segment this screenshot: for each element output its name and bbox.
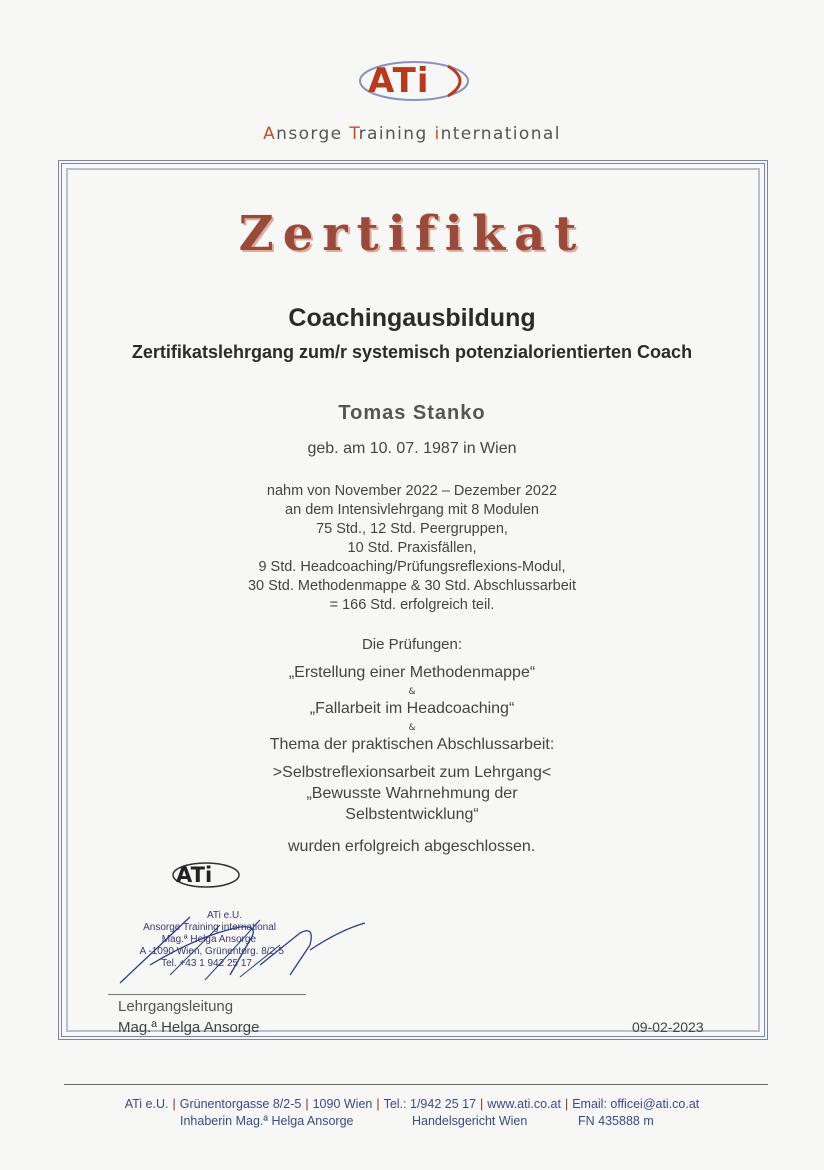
- signature-line: [108, 994, 306, 995]
- detail-line: 75 Std., 12 Std. Peergruppen,: [316, 521, 508, 537]
- detail-line: = 166 Std. erfolgreich teil.: [329, 597, 495, 613]
- footer-separator: |: [305, 1097, 309, 1111]
- detail-line: 9 Std. Headcoaching/Prüfungsreflexions-Modul,: [258, 559, 566, 575]
- exams-heading: Die Prüfungen:: [361, 636, 463, 653]
- footer-city: 1090 Wien: [312, 1097, 373, 1111]
- participant-birth: geb. am 10. 07. 1987 in Wien: [307, 440, 517, 457]
- footer-owner: Inhaberin Mag.ª Helga Ansorge: [180, 1114, 354, 1128]
- stamp-line: A -1090 Wien, Grünentorg. 8/2-5: [139, 946, 284, 957]
- handwritten-signature: [110, 905, 380, 990]
- detail-line: an dem Intensivlehrgang mit 8 Modulen: [285, 502, 539, 518]
- thesis-line: „Bewusste Wahrnehmung der: [306, 785, 518, 802]
- exam-2: „Fallarbeit im Headcoaching“: [309, 700, 515, 717]
- course-title: Coachingausbildung: [288, 304, 536, 332]
- footer-separator: |: [172, 1097, 176, 1111]
- footer-divider: [64, 1084, 768, 1085]
- footer-registry: FN 435888 m: [578, 1114, 654, 1128]
- thesis-topic: [0, 762, 824, 825]
- footer-separator: |: [564, 1097, 569, 1111]
- tagline-part: i: [434, 124, 441, 144]
- course-details: [0, 482, 824, 615]
- ati-stamp-logo: [170, 860, 242, 890]
- footer-email: Email: officei@ati.co.at: [572, 1097, 700, 1111]
- tagline-part: A: [263, 124, 277, 144]
- tagline: [0, 124, 824, 144]
- signatory-name: Mag.ª Helga Ansorge: [118, 1019, 260, 1036]
- footer-company: ATi e.U.: [124, 1097, 169, 1111]
- tagline-part: T: [349, 124, 359, 144]
- footer-separator: |: [376, 1097, 380, 1111]
- tagline-part: nternational: [440, 124, 561, 144]
- footer-website: www.ati.co.at: [487, 1097, 561, 1111]
- tagline-part: nsorge: [276, 124, 350, 144]
- exam-separator: &: [408, 723, 416, 733]
- footer-contact: [0, 1097, 824, 1111]
- stamp-line: ATi e.U.: [206, 910, 242, 921]
- ati-logo: [352, 58, 472, 104]
- stamp-line: Ansorge Training international: [143, 922, 276, 933]
- detail-line: 10 Std. Praxisfällen,: [347, 540, 477, 556]
- course-subtitle: Zertifikatslehrgang zum/r systemisch potenzialorientierten Coach: [131, 342, 693, 362]
- stamp-line: Mag.ª Helga Ansorge: [161, 934, 256, 945]
- thesis-label: Thema der praktischen Abschlussarbeit:: [269, 736, 555, 753]
- participant-name: Tomas Stanko: [338, 402, 486, 424]
- footer-street: Grünentorgasse 8/2-5: [179, 1097, 302, 1111]
- footer-separator: |: [480, 1097, 484, 1111]
- stamp-line: Tel. +43 1 942 25 17: [161, 958, 252, 969]
- thesis-line: >Selbstreflexionsarbeit zum Lehrgang<: [272, 764, 552, 781]
- issue-date: 09-02-2023: [632, 1019, 704, 1035]
- tagline-part: raining: [358, 124, 435, 144]
- footer-phone: Tel.: 1/942 25 17: [383, 1097, 477, 1111]
- detail-line: 30 Std. Methodenmappe & 30 Std. Abschlussarbeit: [247, 578, 577, 594]
- detail-line: nahm von November 2022 – Dezember 2022: [266, 483, 558, 499]
- certificate-title: Zertifikat: [238, 206, 586, 262]
- footer-court: Handelsgericht Wien: [412, 1114, 528, 1128]
- thesis-line: Selbstentwicklung“: [345, 806, 479, 823]
- exam-separator: &: [408, 687, 416, 697]
- signatory-role: Lehrgangsleitung: [118, 998, 234, 1015]
- logo-text: ATi: [368, 61, 430, 101]
- completion-text: wurden erfolgreich abgeschlossen.: [288, 838, 536, 855]
- exam-1: „Erstellung einer Methodenmappe“: [288, 664, 536, 681]
- stamp-logo-text: ATi: [176, 863, 213, 887]
